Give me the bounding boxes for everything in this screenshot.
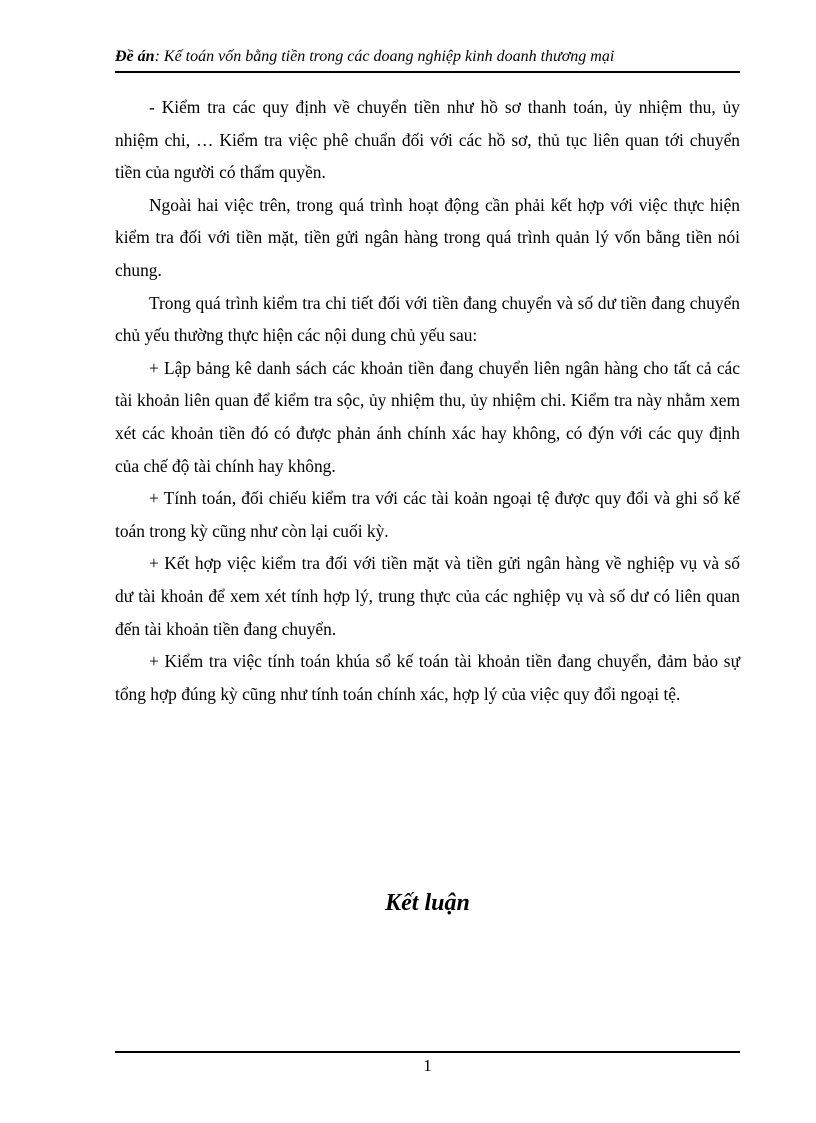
body-text	[115, 91, 740, 710]
paragraph-combined-checks: Ngoài hai việc trên, trong quá trình hoạt động cần phải kết hợp với việc thực hiện kiểm tra đối với tiền mặt, tiền gửi ngân hàng trong quá trình quản lý vốn bằng tiền nói chung.	[115, 194, 740, 280]
header-divider	[115, 71, 740, 73]
running-header	[115, 48, 740, 70]
paragraph-detailed-inspection: Trong quá trình kiểm tra chi tiết đối với tiền đang chuyển và số dư tiền đang chuyển chủ yếu thường thực hiện các nội dung chủ yếu sau:	[115, 292, 740, 346]
header-separator: :	[154, 48, 160, 65]
footer-divider	[115, 1051, 740, 1053]
paragraph-list-transfers: + Lập bảng kê danh sách các khoản tiền đang chuyển liên ngân hàng cho tất cả các tài khoản liên quan để kiểm tra sộc, ủy nhiệm thu, ủy nhiệm chi. Kiểm tra này nhằm xem xét các khoản tiền đó có được phản ánh chính xác hay không, có đýn với các quy định của chế độ tài chính hay không.	[115, 357, 740, 476]
section-heading: Kết luận	[385, 890, 470, 916]
header-label: Đề án	[115, 48, 155, 65]
paragraph-foreign-currency: + Tính toán, đối chiếu kiểm tra với các tài koản ngoại tệ được quy đổi và ghi sổ kế toán trong kỳ cũng như còn lại cuối kỳ.	[115, 488, 740, 541]
paragraph-transfer-regulations: - Kiểm tra các quy định về chuyển tiền như hồ sơ thanh toán, ủy nhiệm thu, ủy nhiệm chi, … Kiểm tra việc phê chuẩn đối với các hồ sơ, thủ tục liên quan tới chuyển tiền của người có thẩm quyền.	[115, 97, 740, 183]
header-title: Kế toán vốn bằng tiền trong các doang nghiệp kinh doanh thương mại	[159, 48, 615, 65]
paragraph-cash-deposit-check: + Kết hợp việc kiểm tra đối với tiền mặt và tiền gửi ngân hàng về nghiệp vụ và số dư tài khoản để xem xét tính hợp lý, trung thực của các nghiệp vụ và số dư có liên quan đến tài khoản tiền đang chuyển.	[115, 553, 740, 639]
page-number: 1	[423, 1056, 432, 1075]
paragraph-closing-books: + Kiểm tra việc tính toán khúa sổ kế toán tài khoản tiền đang chuyển, đảm bảo sự tổng hợp đúng kỳ cũng như tính toán chính xác, hợp lý của việc quy đổi ngoại tệ.	[115, 651, 740, 704]
